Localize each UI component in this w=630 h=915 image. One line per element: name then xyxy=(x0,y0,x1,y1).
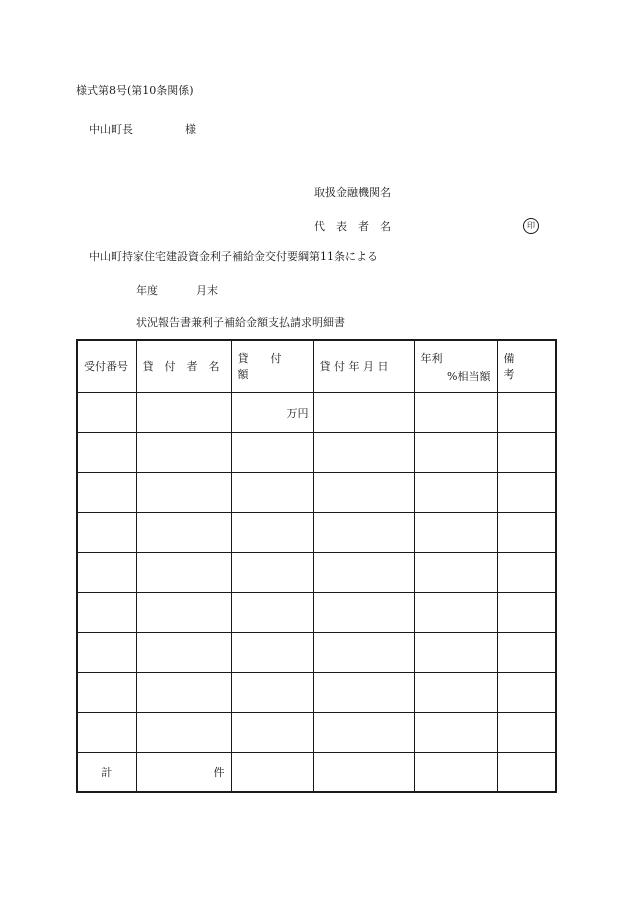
table-row xyxy=(77,632,556,672)
col-borrower-name: 貸 付 者 名 xyxy=(136,340,231,392)
cell[interactable] xyxy=(136,632,231,672)
cell[interactable] xyxy=(313,472,414,512)
cell[interactable] xyxy=(77,392,136,432)
cell[interactable] xyxy=(497,472,556,512)
period-line xyxy=(136,284,218,298)
cell[interactable] xyxy=(136,392,231,432)
cell[interactable] xyxy=(313,512,414,552)
honorific: 様 xyxy=(185,123,196,136)
cell[interactable] xyxy=(313,712,414,752)
cell[interactable] xyxy=(136,672,231,712)
cell[interactable] xyxy=(414,632,497,672)
cell[interactable] xyxy=(136,552,231,592)
table-header-row xyxy=(77,340,556,392)
addressee-line xyxy=(89,123,196,137)
col-remarks: 備 考 xyxy=(497,340,556,392)
cell[interactable] xyxy=(497,712,556,752)
table-row xyxy=(77,392,556,432)
cell[interactable] xyxy=(231,472,313,512)
col-loan-date: 貸 付 年 月 日 xyxy=(313,340,414,392)
cell[interactable] xyxy=(497,552,556,592)
table-body xyxy=(77,392,556,752)
cell[interactable] xyxy=(414,432,497,472)
cell[interactable] xyxy=(136,592,231,632)
cell[interactable] xyxy=(313,632,414,672)
table-row xyxy=(77,432,556,472)
report-title: 状況報告書兼利子補給金額支払請求明細書 xyxy=(136,316,345,329)
rate-equivalent-label: %相当額 xyxy=(447,370,491,383)
cell[interactable] xyxy=(231,672,313,712)
cell[interactable] xyxy=(77,632,136,672)
table-row xyxy=(77,712,556,752)
cell[interactable] xyxy=(231,712,313,752)
cell[interactable] xyxy=(414,752,497,792)
cell[interactable] xyxy=(77,552,136,592)
amount-unit[interactable]: 万円 xyxy=(231,392,313,432)
cell[interactable] xyxy=(414,712,497,752)
cell[interactable] xyxy=(313,672,414,712)
cell[interactable] xyxy=(77,712,136,752)
cell[interactable] xyxy=(313,592,414,632)
cell[interactable] xyxy=(136,432,231,472)
cell[interactable] xyxy=(497,592,556,632)
col-annual-rate xyxy=(414,340,497,392)
cell[interactable] xyxy=(231,592,313,632)
cell[interactable] xyxy=(77,432,136,472)
table-row xyxy=(77,552,556,592)
cell[interactable] xyxy=(231,512,313,552)
cell[interactable] xyxy=(313,752,414,792)
total-label: 計 xyxy=(77,752,136,792)
detail-table xyxy=(76,339,557,793)
col-loan-amount: 貸 付 額 xyxy=(231,340,313,392)
intro-text: 中山町持家住宅建設資金利子補給金交付要綱第11条による xyxy=(89,250,378,263)
month-end-label: 月末 xyxy=(196,284,218,297)
cell[interactable] xyxy=(77,672,136,712)
cell[interactable] xyxy=(414,552,497,592)
cell[interactable] xyxy=(313,392,414,432)
cell[interactable] xyxy=(231,632,313,672)
cell[interactable] xyxy=(77,592,136,632)
count-unit[interactable]: 件 xyxy=(136,752,231,792)
cell[interactable] xyxy=(136,512,231,552)
cell[interactable] xyxy=(414,592,497,632)
cell[interactable] xyxy=(136,472,231,512)
cell[interactable] xyxy=(231,752,313,792)
form-number: 様式第8号(第10条関係) xyxy=(76,84,194,97)
cell[interactable] xyxy=(313,432,414,472)
cell[interactable] xyxy=(414,472,497,512)
cell[interactable] xyxy=(497,752,556,792)
col-receipt-number: 受付番号 xyxy=(77,340,136,392)
addressee: 中山町長 xyxy=(89,123,133,136)
table-footer-row xyxy=(77,752,556,792)
table-row xyxy=(77,512,556,552)
cell[interactable] xyxy=(497,512,556,552)
cell[interactable] xyxy=(414,512,497,552)
table-row xyxy=(77,592,556,632)
cell[interactable] xyxy=(497,632,556,672)
table-row xyxy=(77,672,556,712)
institution-label: 取扱金融機関名 xyxy=(314,186,391,199)
annual-rate-label: 年利 xyxy=(420,352,443,365)
cell[interactable] xyxy=(414,672,497,712)
cell[interactable] xyxy=(77,472,136,512)
cell[interactable] xyxy=(497,672,556,712)
cell[interactable] xyxy=(497,392,556,432)
cell[interactable] xyxy=(231,432,313,472)
cell[interactable] xyxy=(497,432,556,472)
table-row xyxy=(77,472,556,512)
cell[interactable] xyxy=(313,552,414,592)
representative-label: 代 表 者 名 xyxy=(314,220,391,233)
cell[interactable] xyxy=(231,552,313,592)
cell[interactable] xyxy=(77,512,136,552)
year-label: 年度 xyxy=(136,284,158,297)
cell[interactable] xyxy=(414,392,497,432)
seal-mark: 印 xyxy=(523,218,539,234)
cell[interactable] xyxy=(136,712,231,752)
